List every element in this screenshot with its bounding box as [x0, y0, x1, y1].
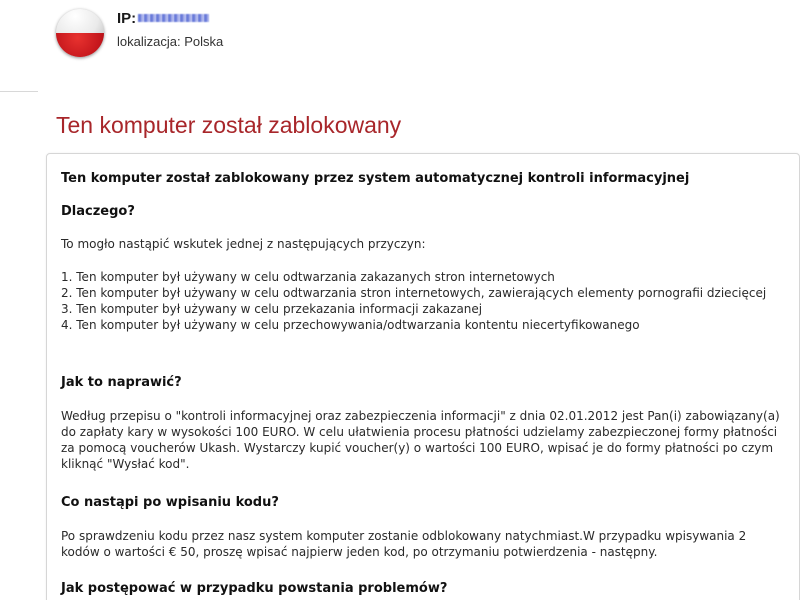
flag-white-half — [56, 9, 104, 33]
reasons-list — [61, 269, 783, 333]
poland-flag-icon — [56, 9, 104, 57]
divider — [0, 91, 38, 92]
page-title: Ten komputer został zablokowany — [56, 112, 402, 138]
reason-item: 1. Ten komputer był używany w celu odtwarzania zakazanych stron internetowych — [61, 270, 555, 284]
fix-heading: Jak to naprawić? — [61, 375, 182, 390]
ip-value-redacted — [138, 14, 208, 22]
problems-heading: Jak postępować w przypadku powstania problemów? — [61, 581, 448, 596]
message-headline: Ten komputer został zablokowany przez system automatycznej kontroli informacyjnej — [61, 171, 690, 186]
reason-item: 3. Ten komputer był używany w celu przekazania informacji zakazanej — [61, 302, 483, 316]
ip-label: IP: — [117, 10, 137, 27]
flag-red-half — [56, 33, 104, 57]
why-intro-text: To mogło nastąpić wskutek jednej z następujących przyczyn: — [61, 237, 426, 251]
after-text: Po sprawdzeniu kodu przez nasz system komputer zostanie odblokowany natychmiast.W przypadku wpisywania 2 kodów o wartości € 50, proszę wpisać najpierw jeden kod, po otrzymaniu potwierdzenia - następny. — [61, 529, 747, 559]
fix-text: Według przepisu o "kontroli informacyjnej oraz zabezpieczenia informacji" z dnia 02.01.2012 jest Pan(i) zabowiązany(a) do zapłaty kary w wysokości 100 EURO. W celu ułatwienia procesu płatności udzielamy zabezpieczonej formy płatności za pomocą voucherów Ukash. Wystarczy kupić voucher(y) o wartości 100 EURO, wpisać je do formy płatności po czym kliknąć "Wysłać kod". — [61, 409, 780, 471]
after-heading: Co nastąpi po wpisaniu kodu? — [61, 495, 279, 510]
reason-item: 4. Ten komputer był używany w celu przechowywania/odtwarzania kontentu niecertyfikowanego — [61, 318, 640, 332]
reason-item: 2. Ten komputer był używany w celu odtwarzania stron internetowych, zawierających elementy pornografii dziecięcej — [61, 286, 767, 300]
why-heading: Dlaczego? — [61, 204, 135, 219]
message-panel — [46, 153, 800, 600]
location-text: lokalizacja: Polska — [117, 34, 224, 49]
ip-address-line — [117, 10, 209, 27]
